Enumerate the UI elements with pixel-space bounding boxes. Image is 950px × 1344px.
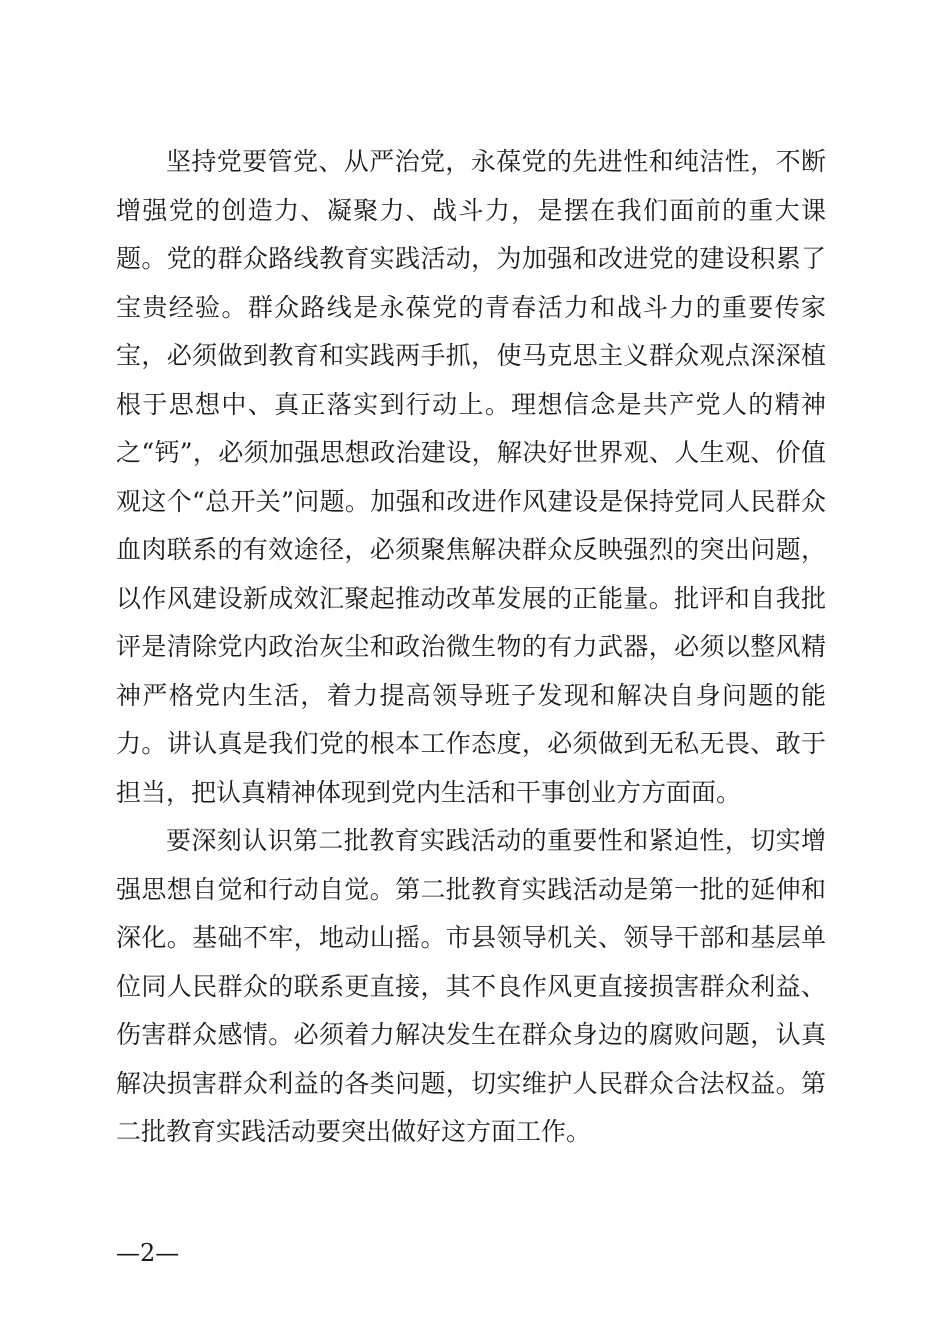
document-body <box>116 138 826 1157</box>
paragraph-1: 坚持党要管党、从严治党，永葆党的先进性和纯洁性，不断增强党的创造力、凝聚力、战斗力，是摆在我们面前的重大课题。党的群众路线教育实践活动，为加强和改进党的建设积累了宝贵经验。群众路线是永葆党的青春活力和战斗力的重要传家宝，必须做到教育和实践两手抓，使马克思主义群众观点深深植根于思想中、真正落实到行动上。理想信念是共产党人的精神之“钙”，必须加强思想政治建设，解决好世界观、人生观、价值观这个“总开关”问题。加强和改进作风建设是保持党同人民群众血肉联系的有效途径，必须聚焦解决群众反映强烈的突出问题，以作风建设新成效汇聚起推动改革发展的正能量。批评和自我批评是清除党内政治灰尘和政治微生物的有力武器，必须以整风精神严格党内生活，着力提高领导班子发现和解决自身问题的能力。讲认真是我们党的根本工作态度，必须做到无私无畏、敢于担当，把认真精神体现到党内生活和干事创业方方面面。 <box>116 147 826 807</box>
page-number: —2— <box>116 1239 180 1267</box>
paragraph-2: 要深刻认识第二批教育实践活动的重要性和紧迫性，切实增强思想自觉和行动自觉。第二批教育实践活动是第一批的延伸和深化。基础不牢，地动山摇。市县领导机关、领导干部和基层单位同人民群众的联系更直接，其不良作风更直接损害群众利益、伤害群众感情。必须着力解决发生在群众身边的腐败问题，认真解决损害群众利益的各类问题，切实维护人民群众合法权益。第二批教育实践活动要突出做好这方面工作。 <box>116 826 826 1146</box>
